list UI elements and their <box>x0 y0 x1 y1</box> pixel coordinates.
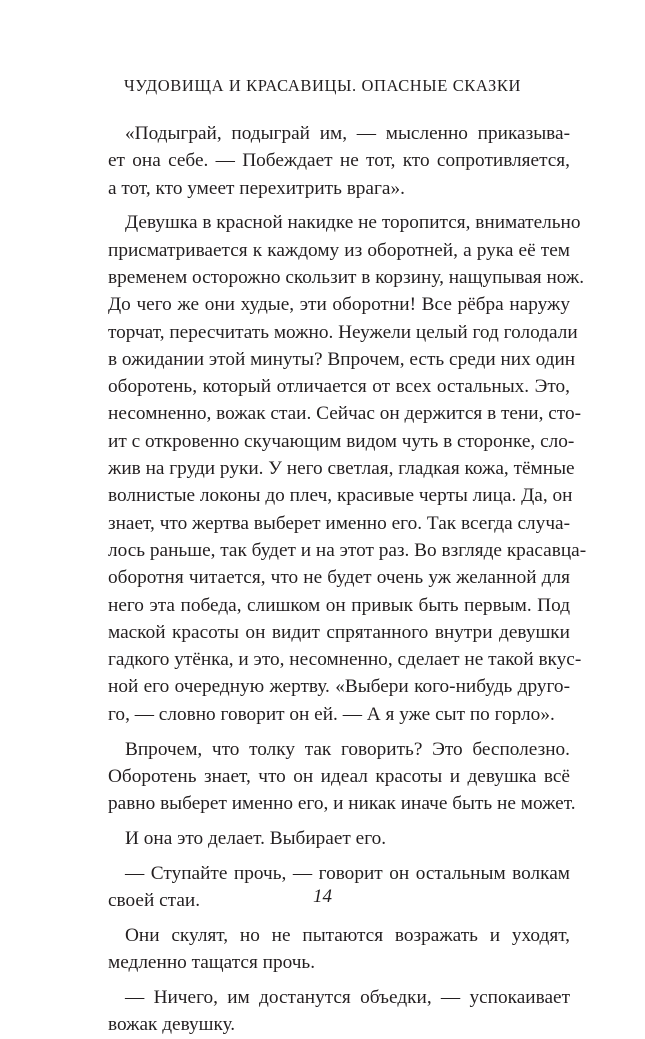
paragraph <box>108 736 576 818</box>
paragraph <box>108 922 570 977</box>
text-line: лось раньше, так будет и на этот раз. Во взгляде красавца- <box>108 539 587 561</box>
text-line: И она это делает. Выбирает его. <box>125 827 387 849</box>
text-line: несомненно, вожак стаи. Сейчас он держится в тени, сто- <box>108 403 582 425</box>
text-line: своей стаи. <box>108 890 201 912</box>
text-line: вожак девушку. <box>108 1014 236 1036</box>
text-line: До чего же они худые, эти оборотни! Все рёбра наружу <box>108 294 570 316</box>
text-line: Оборотень знает, что он идеал красоты и девушка всё <box>108 765 570 787</box>
text-line: «Подыграй, подыграй им, — мысленно приказыва- <box>125 123 570 144</box>
running-head: ЧУДОВИЩА И КРАСАВИЦЫ. ОПАСНЫЕ СКАЗКИ <box>123 76 522 95</box>
text-line: волнистые локоны до плеч, красивые черты лица. Да, он <box>108 485 573 507</box>
text-line: ет она себе. — Побеждает не тот, кто сопротивляется, <box>108 150 570 172</box>
text-line: Впрочем, что толку так говорить? Это бесполезно. <box>125 738 570 760</box>
paragraph-gap <box>108 852 570 860</box>
text-line: маской красоты он видит спрятанного внутри девушки <box>108 621 570 643</box>
text-line: — Ничего, им достанутся объедки, — успокаивает <box>125 986 570 1008</box>
paragraph-gap <box>108 914 570 922</box>
text-line: присматривается к каждому из оборотней, а рука её тем <box>108 239 570 261</box>
text-line: — Ступайте прочь, — говорит он остальным волкам <box>125 862 570 884</box>
text-line: гадкого утёнка, и это, несомненно, сделает не такой вкус- <box>108 649 582 671</box>
text-line: Они скулят, но не пытаются возражать и уходят, <box>125 924 570 946</box>
text-line: временем осторожно скользит в корзину, нащупывая нож. <box>108 266 585 288</box>
paragraph-gap <box>108 817 570 825</box>
paragraph <box>108 984 570 1039</box>
paragraph <box>108 209 587 728</box>
paragraph <box>108 120 570 202</box>
text-line: равно выберет именно его, и никак иначе быть не может. <box>108 793 576 815</box>
paragraph-gap <box>108 728 570 736</box>
paragraph-gap <box>108 202 570 210</box>
text-line: Девушка в красной накидке не торопится, внимательно <box>125 212 581 234</box>
text-line: него эта победа, слишком он привык быть первым. Под <box>108 594 570 616</box>
text-line: оборотень, который отличается от всех остальных. Это, <box>108 376 570 398</box>
text-line: ной его очередную жертву. «Выбери кого-нибудь друго- <box>108 676 570 698</box>
text-line: торчат, пересчитать можно. Неужели целый год голодали <box>108 321 578 343</box>
text-line: жив на груди руки. У него светлая, гладкая кожа, тёмные <box>108 458 575 480</box>
paragraph-gap <box>108 976 570 984</box>
page-number: 14 <box>313 886 332 907</box>
text-line: в ожидании этой минуты? Впрочем, есть среди них один <box>108 348 576 370</box>
paragraph <box>108 825 570 852</box>
text-line: оборотня читается, что не будет очень уж желанной для <box>108 567 570 589</box>
text-line: а тот, кто умеет перехитрить врага». <box>108 177 405 199</box>
text-line: го, — словно говорит он ей. — А я уже сыт по горло». <box>108 703 555 725</box>
text-line: ит с откровенно скучающим видом чуть в сторонке, сло- <box>108 430 575 452</box>
text-line: медленно тащатся прочь. <box>108 952 316 974</box>
text-line: знает, что жертва выберет именно его. Так всегда случа- <box>108 512 570 534</box>
